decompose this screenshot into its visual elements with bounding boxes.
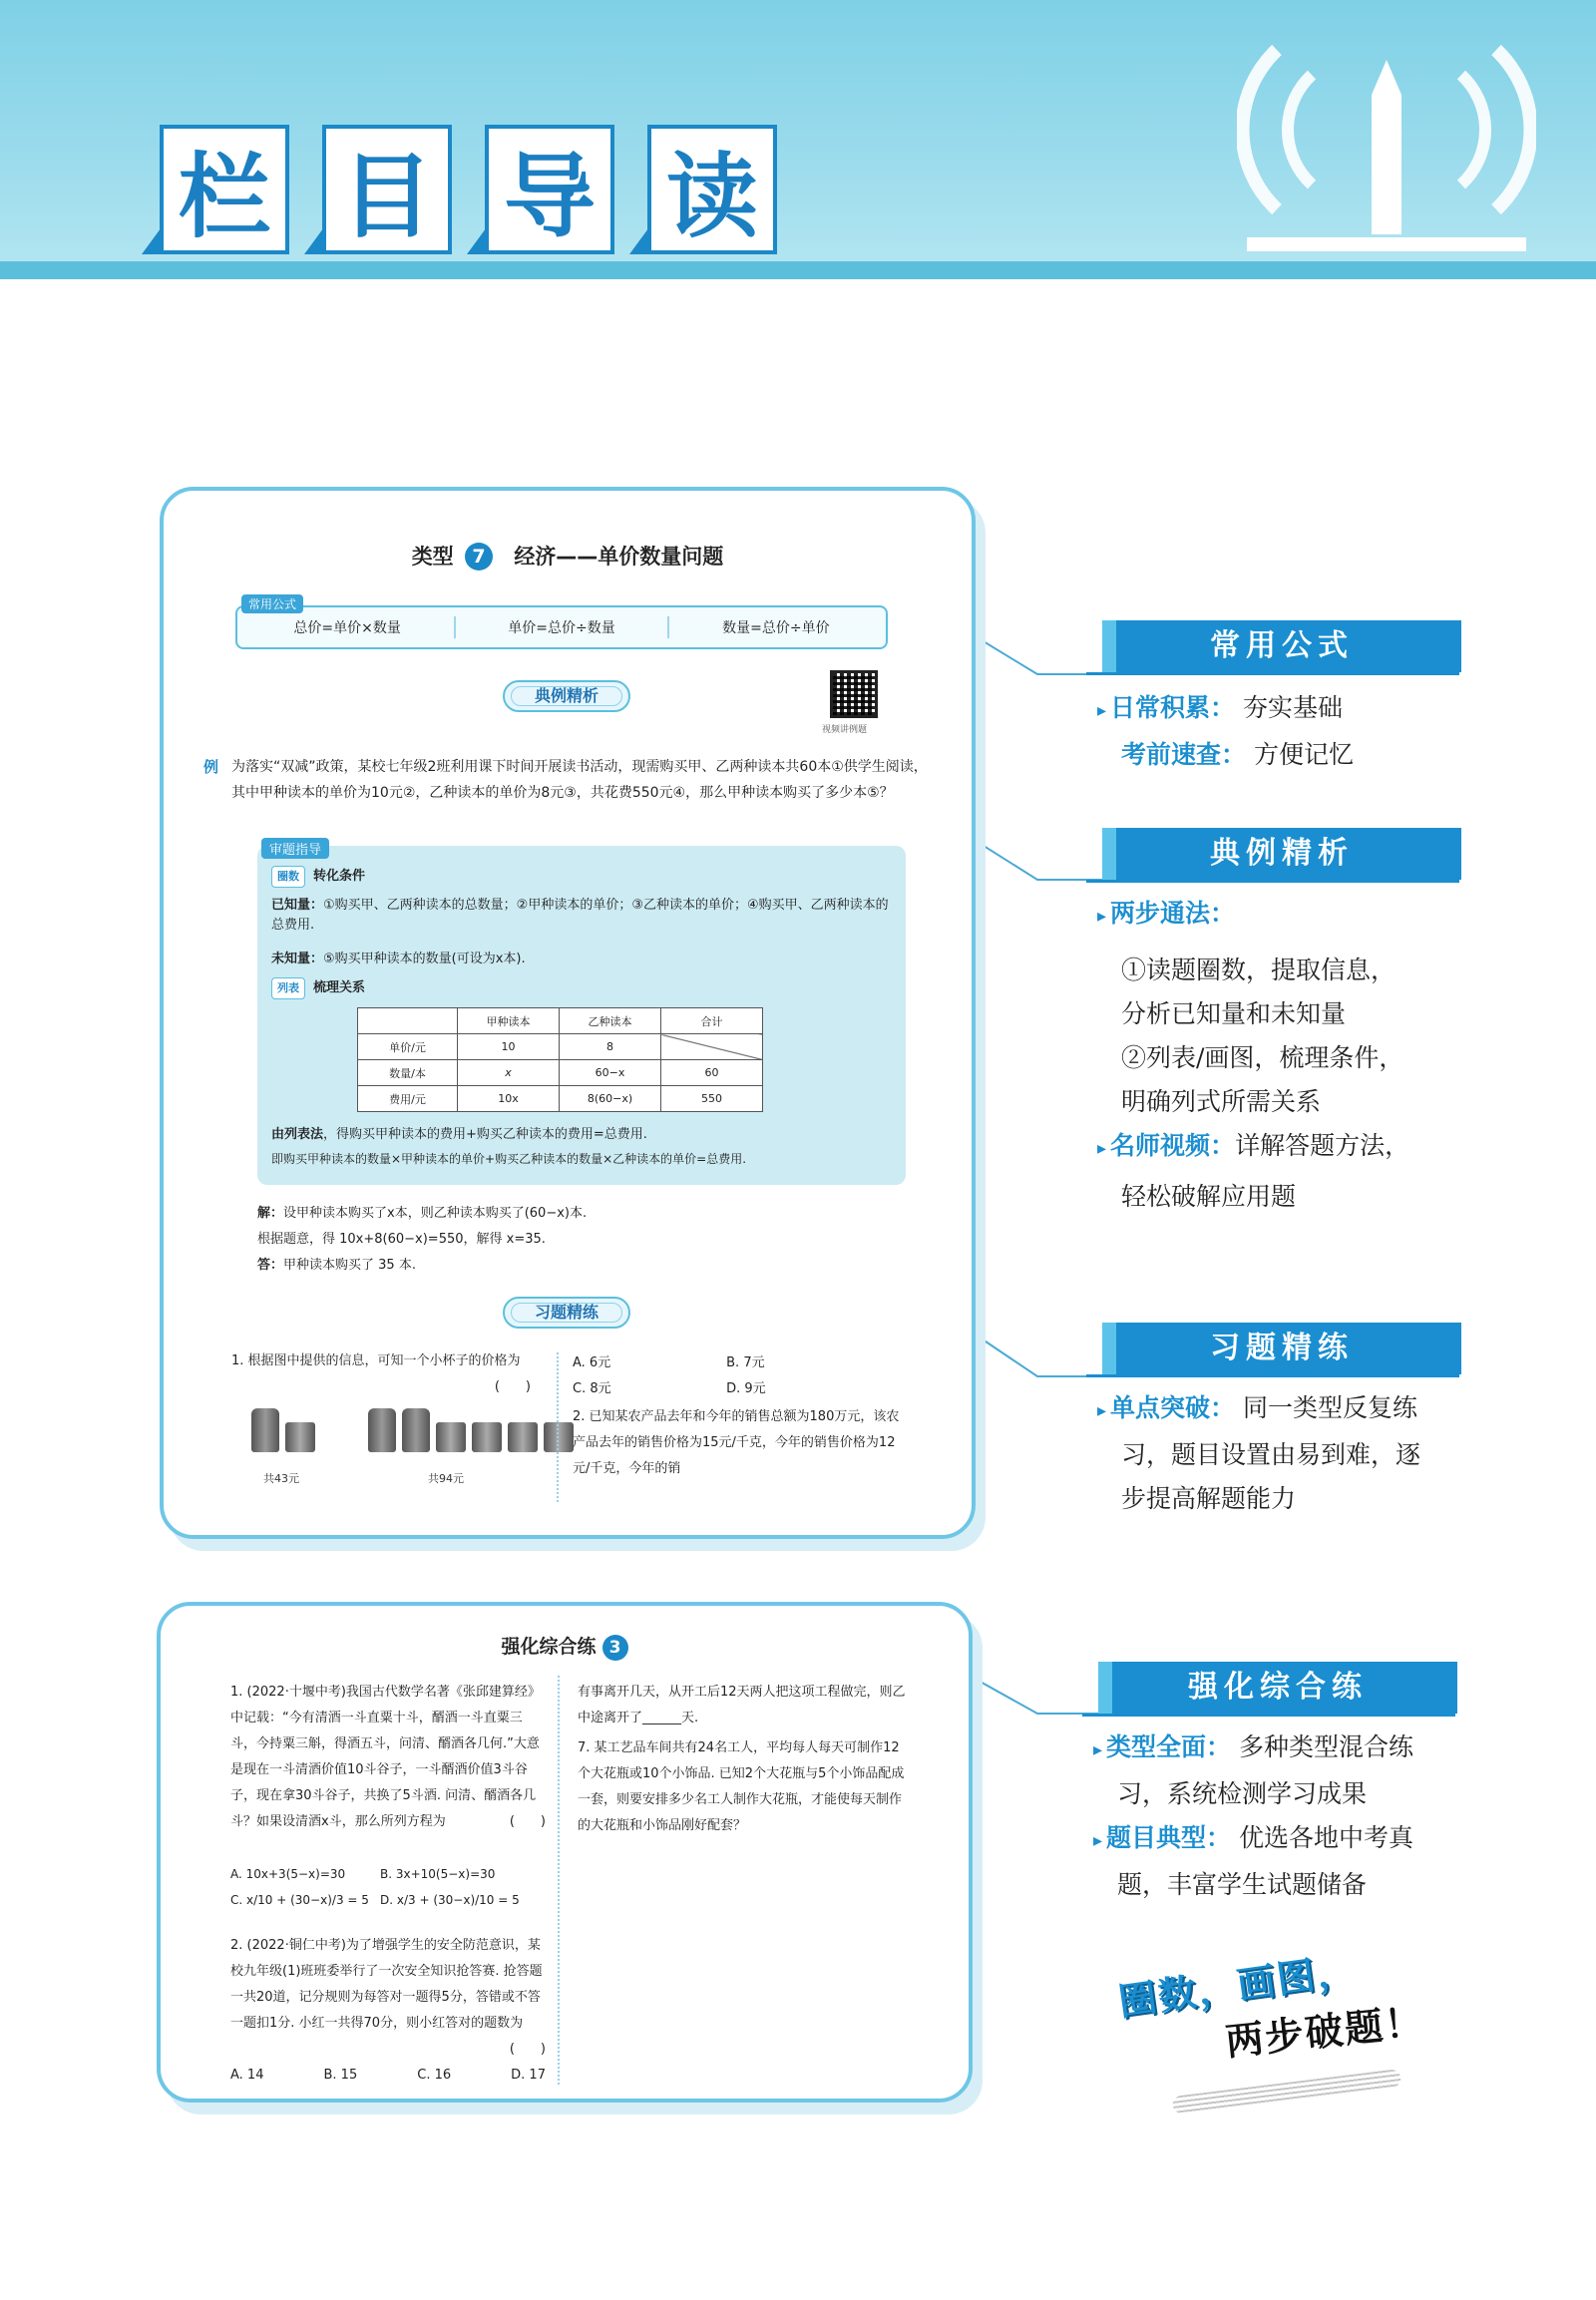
desc-practice — [1097, 1386, 1476, 1521]
cup-icon — [472, 1422, 502, 1452]
desc-line: 轻松破解应用题 — [1121, 1182, 1297, 1211]
p2-q2-text: 2. (2022·铜仁中考)为了增强学生的安全防范意识，某校九年级(1)班班委举行了一次安全知识抢答赛. 抢答题一共20道，记分规则为每答对一题得5分，答错或不答一题扣1分. 小红一共得70分，则小红答对的题数为 — [230, 1938, 543, 2031]
header-stripe — [0, 261, 1596, 279]
label-formula: 常用公式 — [1102, 620, 1461, 672]
circle-step — [271, 866, 890, 888]
divider — [454, 616, 456, 638]
option-b: B. 7元 — [726, 1355, 765, 1370]
circle-tag: 圈数 — [271, 866, 305, 888]
table-cell: x — [458, 1060, 560, 1086]
qr-code-icon[interactable] — [830, 670, 878, 718]
option-d: D. x/3 + (30−x)/10 = 5 — [380, 1893, 520, 1907]
option-a: A. 6元 — [573, 1355, 611, 1370]
option-d: D. 9元 — [726, 1381, 766, 1396]
picture-set-b — [368, 1408, 574, 1452]
title-char-2: 目 — [322, 125, 452, 254]
known-quantities — [271, 896, 890, 936]
answer-bracket: ( ) — [494, 1379, 531, 1394]
cup-icon — [544, 1422, 574, 1452]
slogan-line-2: 两步破题！ — [1223, 1999, 1427, 2065]
panel2-number-badge: 3 — [602, 1635, 628, 1661]
table-cell: 10x — [458, 1086, 560, 1112]
price-caption-a: 共43元 — [263, 1472, 299, 1485]
solution-block — [257, 1201, 587, 1279]
header-banner — [0, 0, 1596, 279]
option-row — [573, 1350, 912, 1376]
desc-line: 分析已知量和未知量 — [1121, 999, 1347, 1028]
list-title: 梳理关系 — [313, 980, 366, 995]
answer-line — [257, 1253, 587, 1279]
desc-line — [1097, 686, 1476, 733]
known-label: 已知量： — [271, 898, 324, 913]
desc-line: 习，题目设置由易到难，逐 — [1121, 1440, 1421, 1469]
option-c: C. x/10 + (30−x)/3 = 5 — [230, 1893, 369, 1907]
practice-q2: 2. 已知某农产品去年和今年的销售总额为180万元，该农产品去年的销售价格为15元/千克，今年的销售价格为12元/千克，今年的销 — [573, 1409, 900, 1476]
qr-label: 视频讲例题 — [822, 725, 868, 735]
table-cell-diagonal — [661, 1034, 763, 1060]
guide-tag: 审题指导 — [261, 838, 329, 859]
panel2-title-text: 强化综合练 — [501, 1636, 597, 1658]
desc-value: 夯实基础 — [1243, 693, 1344, 722]
triangle-bullet-icon: ▸ — [1093, 1739, 1103, 1760]
cup-icon — [285, 1422, 315, 1452]
cup-icon — [436, 1422, 466, 1452]
formula-tag: 常用公式 — [241, 594, 303, 613]
price-caption-b: 共94元 — [428, 1472, 464, 1485]
table-cell: 费用/元 — [358, 1086, 458, 1112]
type-heading — [164, 541, 972, 571]
formula-item: 单价=总价÷数量 — [508, 620, 615, 636]
brush-stroke-decoration — [1172, 2069, 1401, 2114]
option-row — [230, 1861, 546, 1887]
example-problem — [203, 754, 930, 806]
unknown-quantities — [271, 950, 890, 969]
table-header: 乙种读本 — [560, 1008, 661, 1034]
desc-key: 考前速查： — [1121, 740, 1247, 769]
section-badge-practice: 习题精练 — [503, 1297, 630, 1329]
unknown-label: 未知量： — [271, 952, 324, 966]
column-divider — [558, 1676, 560, 2085]
solution-label: 解： — [257, 1206, 284, 1221]
desc-key: 名师视频： — [1110, 1131, 1236, 1160]
picture-set-a — [251, 1408, 315, 1452]
desc-line — [1097, 892, 1476, 939]
title-char-1: 栏 — [160, 125, 289, 254]
answer-label: 答： — [257, 1258, 284, 1273]
slogan-line-1: 圈数，画图， — [1115, 1947, 1360, 2025]
option-c: C. 16 — [417, 2068, 452, 2083]
title-char-3: 导 — [485, 125, 614, 254]
solution-text: 设甲种读本购买了x本，则乙种读本购买了(60−x)本. — [283, 1206, 588, 1221]
p2-q1 — [230, 1680, 546, 1835]
option-b: B. 3x+10(5−x)=30 — [380, 1867, 496, 1881]
desc-line — [1097, 1386, 1476, 1433]
formula-item: 数量=总价÷单价 — [722, 620, 830, 636]
option-row — [230, 1887, 546, 1913]
desc-line: 步提高解题能力 — [1121, 1484, 1297, 1513]
table-row — [358, 1060, 763, 1086]
table-cell: 8 — [560, 1034, 661, 1060]
column-divider — [557, 1352, 559, 1502]
desc-line — [1093, 1725, 1472, 1772]
thermos-icon — [251, 1408, 279, 1452]
list-step — [271, 977, 890, 999]
table-row — [358, 1034, 763, 1060]
desc-line: 明确列式所需关系 — [1121, 1087, 1322, 1116]
table-header: 合计 — [661, 1008, 763, 1034]
type-label: 类型 — [411, 545, 454, 569]
triangle-bullet-icon: ▸ — [1097, 700, 1107, 721]
practice-q1 — [231, 1348, 531, 1400]
method-label: 由列表法 — [271, 1127, 324, 1142]
solution-line: 根据题意，得 10x+8(60−x)=550，解得 x=35. — [257, 1232, 546, 1247]
desc-formula — [1097, 686, 1476, 777]
thermos-icon — [368, 1408, 396, 1452]
example-page-panel — [160, 487, 976, 1539]
desc-key: 两步通法： — [1110, 899, 1236, 928]
thermos-icon — [402, 1408, 430, 1452]
formula-item: 总价=单价×数量 — [293, 620, 401, 636]
table-row — [358, 1086, 763, 1112]
table-cell: 60 — [661, 1060, 763, 1086]
label-example: 典例精析 — [1102, 828, 1461, 880]
triangle-bullet-icon: ▸ — [1097, 1138, 1107, 1159]
q1-text: 1. 根据图中提供的信息，可知一个小杯子的价格为 — [231, 1353, 521, 1368]
table-header — [358, 1008, 458, 1034]
divider — [667, 616, 669, 638]
method-line — [271, 1125, 890, 1145]
option-b: B. 15 — [323, 2068, 358, 2083]
desc-value: 优选各地中考真 — [1239, 1823, 1414, 1852]
table-cell: 数量/本 — [358, 1060, 458, 1086]
p2-q6-tail: 有事离开几天，从开工后12天两人把这项工程做完，则乙中途离开了______天. — [578, 1685, 906, 1725]
desc-key: 题目典型： — [1106, 1823, 1232, 1852]
p2-q2-options — [230, 2063, 546, 2089]
triangle-bullet-icon: ▸ — [1093, 1830, 1103, 1851]
desc-line: 习，系统检测学习成果 — [1117, 1779, 1368, 1808]
triangle-bullet-icon: ▸ — [1097, 1400, 1107, 1421]
desc-line — [1093, 1816, 1472, 1863]
desc-value: 详解答题方法， — [1235, 1131, 1410, 1160]
desc-key: 类型全面： — [1106, 1732, 1232, 1761]
solution-line — [257, 1201, 587, 1227]
unknown-text: ⑤购买甲种读本的数量(可设为x本). — [323, 952, 526, 966]
answer-text: 甲种读本购买了 35 本. — [283, 1258, 416, 1273]
pencil-icon — [1237, 10, 1536, 259]
answer-bracket: ( ) — [509, 1814, 546, 1829]
desc-value: 多种类型混合练 — [1239, 1732, 1414, 1761]
table-cell: 550 — [661, 1086, 763, 1112]
relation-table — [357, 1007, 763, 1112]
known-text: ①购买甲、乙两种读本的总数量；②甲种读本的单价；③乙种读本的单价；④购买甲、乙两种读本的总费用. — [271, 898, 889, 933]
comprehensive-practice-panel — [157, 1602, 973, 2103]
example-tag: 例 — [203, 758, 219, 776]
desc-value: 方便记忆 — [1253, 740, 1354, 769]
table-cell: 单价/元 — [358, 1034, 458, 1060]
option-a: A. 10x+3(5−x)=30 — [230, 1867, 346, 1881]
table-cell: 60−x — [560, 1060, 661, 1086]
desc-line — [1097, 1124, 1476, 1171]
desc-line: ②列表/画图，梳理条件， — [1121, 1043, 1404, 1072]
option-a: A. 14 — [230, 2068, 264, 2083]
section-badge-example: 典例精析 — [503, 680, 630, 712]
option-row — [573, 1376, 912, 1402]
label-practice: 习题精练 — [1102, 1323, 1461, 1374]
label-comprehensive: 强化综合练 — [1098, 1662, 1457, 1714]
method-text: ，得购买甲种读本的费用+购买乙种读本的费用=总费用. — [323, 1127, 647, 1142]
option-c: C. 8元 — [573, 1381, 611, 1396]
desc-key: 日常积累： — [1110, 693, 1236, 722]
title-char-4: 读 — [647, 125, 777, 254]
type-title: 经济——单价数量问题 — [514, 545, 724, 569]
desc-value: 同一类型反复练 — [1243, 1393, 1418, 1422]
p2-q1-text: 1. (2022·十堰中考)我国古代数学名著《张邱建算经》中记载：“今有清酒一斗直粟十斗，醑酒一斗直粟三斗，今持粟三斛，得酒五斗，问清、醑酒各几何.”大意是现在一斗清酒价值10斗谷子，一斗醑酒价值3斗谷子，现在拿30斗谷子，共换了5斗酒. 问清、醑酒各几斗？如果设清酒x斗，那么所列方程为 — [230, 1685, 541, 1829]
type-number-badge: 7 — [465, 543, 493, 571]
table-header: 甲种读本 — [458, 1008, 560, 1034]
desc-key: 单点突破： — [1110, 1393, 1236, 1422]
p2-q1-options — [230, 1861, 546, 1913]
triangle-bullet-icon: ▸ — [1097, 906, 1107, 927]
p2-q7: 7. 某工艺品车间共有24名工人，平均每人每天可制作12个大花瓶或10个小饰品. 已知2个大花瓶与5个小饰品配成一套，则要安排多少名工人制作大花瓶，才能使每天制作的大花瓶和小饰品刚好配套？ — [578, 1740, 905, 1833]
option-d: D. 17 — [511, 2068, 546, 2083]
desc-example — [1097, 892, 1476, 1219]
circle-title: 转化条件 — [313, 869, 366, 884]
formula-box — [235, 605, 888, 649]
q1-options — [573, 1350, 912, 1402]
example-text: 为落实“双减”政策，某校七年级2班利用课下时间开展读书活动，现需购买甲、乙两种读本共60本①供学生阅读，其中甲种读本的单价为10元②，乙种读本的单价为8元③，共花费550元④，那么甲种读本购买了多少本⑤？ — [231, 759, 928, 801]
desc-line: 题，丰富学生试题储备 — [1117, 1870, 1368, 1899]
desc-line: ①读题圈数，提取信息， — [1121, 956, 1396, 984]
table-cell: 10 — [458, 1034, 560, 1060]
p2-q2 — [230, 1933, 546, 2063]
table-header-row — [358, 1008, 763, 1034]
cup-icon — [508, 1422, 538, 1452]
list-tag: 列表 — [271, 977, 305, 999]
table-cell: 8(60−x) — [560, 1086, 661, 1112]
desc-line — [1097, 733, 1476, 777]
desc-comprehensive — [1093, 1725, 1472, 1907]
method-line-2: 即购买甲种读本的数量×甲种读本的单价+购买乙种读本的数量×乙种读本的单价=总费用. — [271, 1152, 747, 1166]
panel2-title — [161, 1632, 969, 1661]
answer-bracket: ( ) — [509, 2042, 546, 2057]
